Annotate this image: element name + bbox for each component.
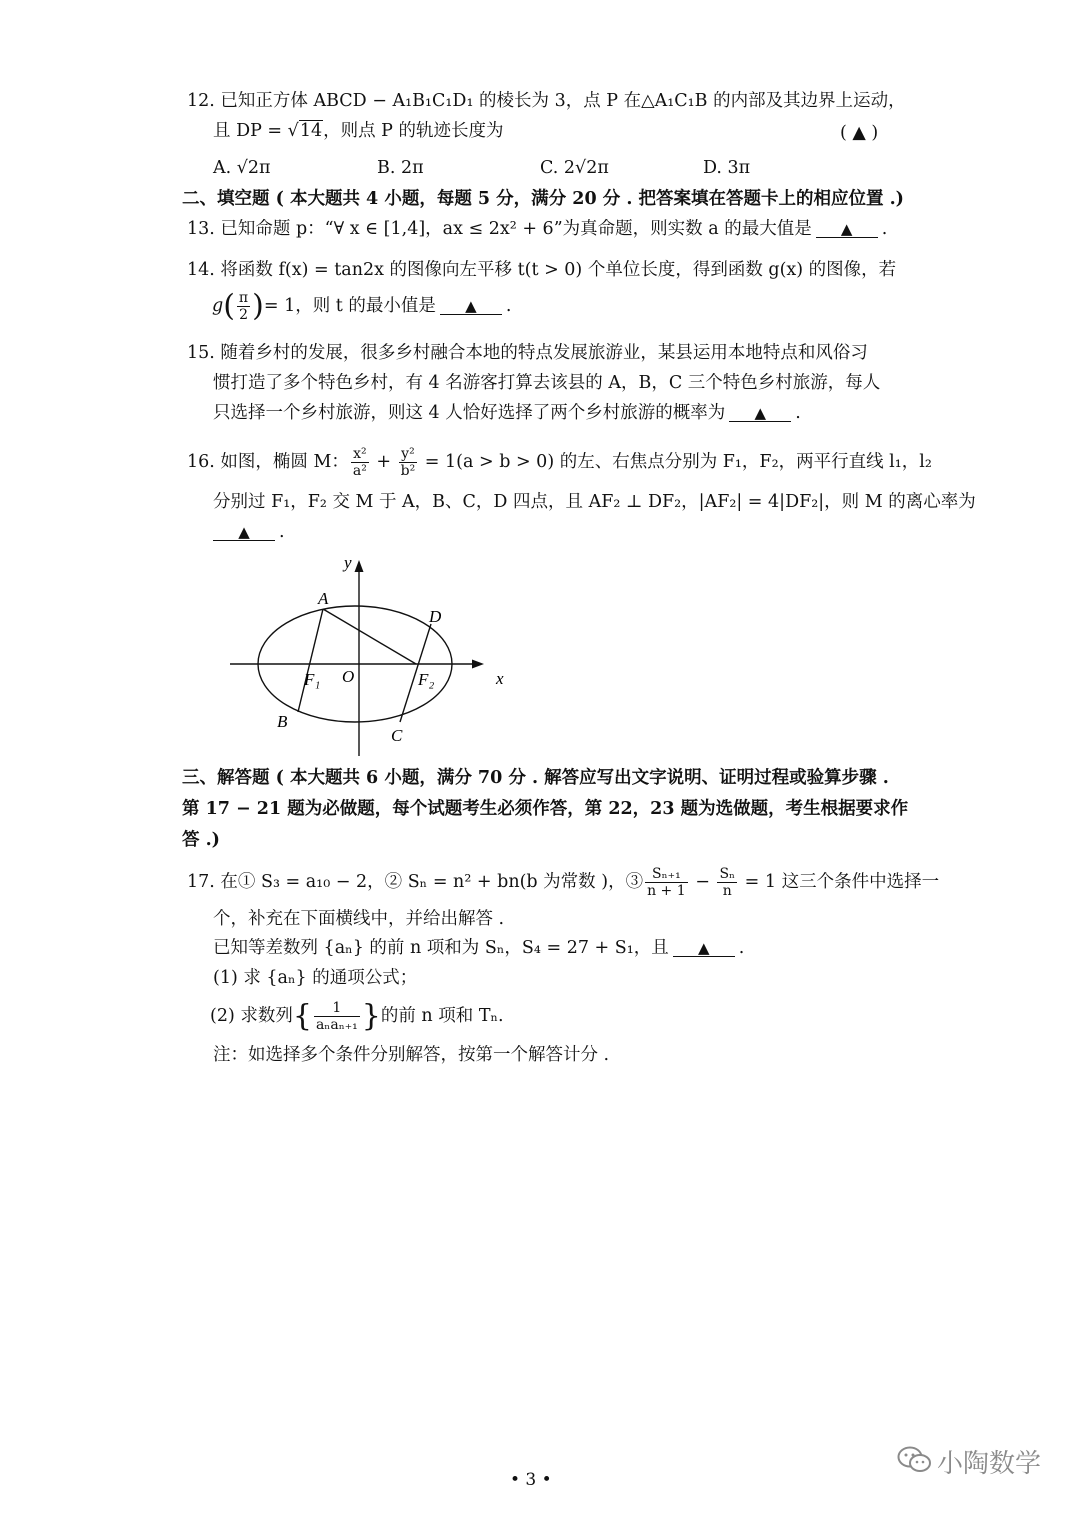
label-x: x <box>496 669 504 688</box>
q14-frac-num: π <box>238 290 249 306</box>
label-a: A <box>318 589 329 608</box>
q16-frac1-den: a² <box>352 463 367 479</box>
watermark-text: 小陶数学 <box>937 1449 1042 1479</box>
q14-end: . <box>505 296 512 317</box>
q16-fraction-x <box>351 446 369 479</box>
q12-line2-prefix: 且 DP = <box>213 121 288 141</box>
q17-part2-suffix: 的前 n 项和 Tₙ. <box>380 1006 504 1026</box>
label-f2: F₂ <box>418 670 435 689</box>
q12-choice-b <box>377 158 424 178</box>
q17-line3 <box>213 940 744 958</box>
q17-frac1-num: Sₙ₊₁ <box>645 866 688 883</box>
q13-end: . <box>881 219 888 239</box>
q12-choice-d-label: D. <box>703 158 728 178</box>
q14-line2 <box>212 290 511 323</box>
y-axis-arrow <box>355 560 364 572</box>
q16-end: . <box>279 522 285 542</box>
label-f1: F₁ <box>304 670 321 689</box>
q12-line2: 且 DP = √14，则点 P 的轨迹长度为 <box>213 121 504 141</box>
q16-fraction-y <box>399 446 418 479</box>
q17-frac2-num: Sₙ <box>719 865 736 882</box>
label-y: y <box>344 553 352 572</box>
q16-line2: 分别过 F₁，F₂ 交 M 于 A，B、C，D 四点，且 AF₂ ⊥ DF₂，|AF₂| = 4|DF₂|，则 M 的离心率为 <box>213 492 976 512</box>
q16-line1 <box>187 444 932 480</box>
q16-answer-blank: ▲ <box>213 525 275 541</box>
q13-text: 13. 已知命题 p：“∀ x ∈ [1,4]，ax ≤ 2x² + 6”为真命题，则实数 a 的最大值是 <box>187 219 812 239</box>
q16-line1-suffix: = 1(a > b > 0) 的左、右焦点分别为 F₁，F₂，两平行直线 l₁，l₂ <box>419 452 932 472</box>
q12-sqrt-value: 14 <box>299 121 323 141</box>
q12-choice-c-value: 2√2π <box>563 158 609 178</box>
q17-part2-den: aₙaₙ₊₁ <box>315 1017 358 1033</box>
wechat-icon <box>897 1445 933 1475</box>
label-d: D <box>429 607 442 626</box>
q16-line3 <box>213 524 285 542</box>
q17-minus: − <box>689 872 716 892</box>
section3-line3: 答 .) <box>182 830 220 850</box>
q17-part2-fraction <box>314 1000 360 1033</box>
q14-line1: 14. 将函数 f(x) = tan2x 的图像向左平移 t(t > 0) 个单位长度，得到函数 g(x) 的图像，若 <box>187 260 897 280</box>
section3-line2: 第 17 − 21 题为必做题，每个试题考生必须作答，第 22，23 题为选做题，考生根据要求作 <box>182 799 909 819</box>
q14-frac-den: 2 <box>239 307 248 324</box>
q17-part2-num: 1 <box>314 1000 360 1017</box>
q16-line1-prefix: 16. 如图，椭圆 M： <box>187 452 349 472</box>
q17-line2: 个，补充在下面横线中，并给出解答 . <box>213 909 505 929</box>
q13-answer-blank: ▲ <box>816 222 878 238</box>
q14-line2-text: = 1，则 t 的最小值是 <box>263 296 436 317</box>
q14-paren-close: ) <box>252 288 264 324</box>
q16-frac2-num: y² <box>399 446 418 463</box>
q12-choice-d <box>703 158 750 178</box>
q12-choice-d-value: 3π <box>727 158 751 178</box>
label-b: B <box>277 712 288 731</box>
segment-af2 <box>323 609 416 664</box>
q12-choice-a-value: √2π <box>236 158 271 178</box>
q17-part2 <box>210 998 504 1035</box>
q15-line3-text: 只选择一个乡村旅游，则这 4 人恰好选择了两个乡村旅游的概率为 <box>213 403 726 423</box>
q12-line2-suffix: ，则点 P 的轨迹长度为 <box>323 121 504 141</box>
q16-plus: + <box>370 452 397 472</box>
q17-line3-text: 已知等差数列 {aₙ} 的前 n 项和为 Sₙ，S₄ = 27 + S₁，且 <box>213 938 669 958</box>
q12-choice-a <box>213 158 271 178</box>
q17-brace-open: { <box>292 998 312 1034</box>
q12-choice-a-label: A. <box>213 158 237 178</box>
label-o: O <box>342 667 355 686</box>
q17-line1-prefix: 17. 在① S₃ = a₁₀ − 2，② Sₙ = n² + bn(b 为常数 )，③ <box>187 872 644 892</box>
section2-title: 二、填空题 ( 本大题共 4 小题，每题 5 分，满分 20 分 . 把答案填在答题卡上的相应位置 .) <box>182 189 904 209</box>
page-number: • 3 • <box>510 1470 552 1490</box>
label-c: C <box>391 726 403 745</box>
q15-line1: 15. 随着乡村的发展，很多乡村融合本地的特点发展旅游业，某县运用本地特点和风俗习 <box>187 343 868 363</box>
q17-fraction-1 <box>645 866 688 899</box>
q12-line1: 12. 已知正方体 ABCD − A₁B₁C₁D₁ 的棱长为 3，点 P 在△A₁C₁B 的内部及其边界上运动， <box>187 91 906 111</box>
watermark <box>897 1443 1047 1479</box>
q16-frac1-num: x² <box>351 446 369 463</box>
q13-line <box>187 221 887 239</box>
ellipse-figure <box>222 548 522 763</box>
q15-line2: 惯打造了多个特色乡村，有 4 名游客打算去该县的 A，B，C 三个特色乡村旅游，每人 <box>213 373 881 393</box>
x-axis-arrow <box>472 660 484 669</box>
q17-answer-blank: ▲ <box>673 941 735 957</box>
section3-line1: 三、解答题 ( 本大题共 6 小题，满分 70 分 . 解答应写出文字说明、证明过程或验算步骤 . <box>182 768 889 788</box>
q12-choice-c-label: C. <box>540 158 564 178</box>
q17-part1: (1) 求 {aₙ} 的通项公式； <box>213 968 418 988</box>
q17-line1 <box>187 864 939 900</box>
q14-paren-open: ( <box>223 288 235 324</box>
q12-choice-c <box>540 158 609 178</box>
q17-note: 注：如选择多个条件分别解答，按第一个解答计分 . <box>213 1045 610 1065</box>
q17-fraction-2 <box>717 866 737 899</box>
q14-fraction <box>237 290 250 323</box>
q16-frac2-den: b² <box>400 463 416 479</box>
q17-frac2-den: n <box>722 883 732 899</box>
q17-end: . <box>738 938 745 958</box>
q15-end: . <box>795 403 801 423</box>
q17-line1-suffix: = 1 这三个条件中选择一 <box>739 872 940 892</box>
q12-answer-bracket: ( ▲ ) <box>840 123 879 143</box>
q15-answer-blank: ▲ <box>729 406 791 422</box>
q17-frac1-den: n + 1 <box>647 883 686 899</box>
q12-choice-b-value: 2π <box>401 158 424 178</box>
q15-line3 <box>213 405 801 423</box>
q17-brace-close: } <box>361 998 381 1034</box>
q12-choice-b-label: B. <box>377 158 401 178</box>
q14-g: g <box>212 296 224 317</box>
q17-part2-prefix: (2) 求数列 <box>210 1006 293 1026</box>
line-l1-ab <box>298 609 323 712</box>
q14-answer-blank: ▲ <box>440 299 502 315</box>
